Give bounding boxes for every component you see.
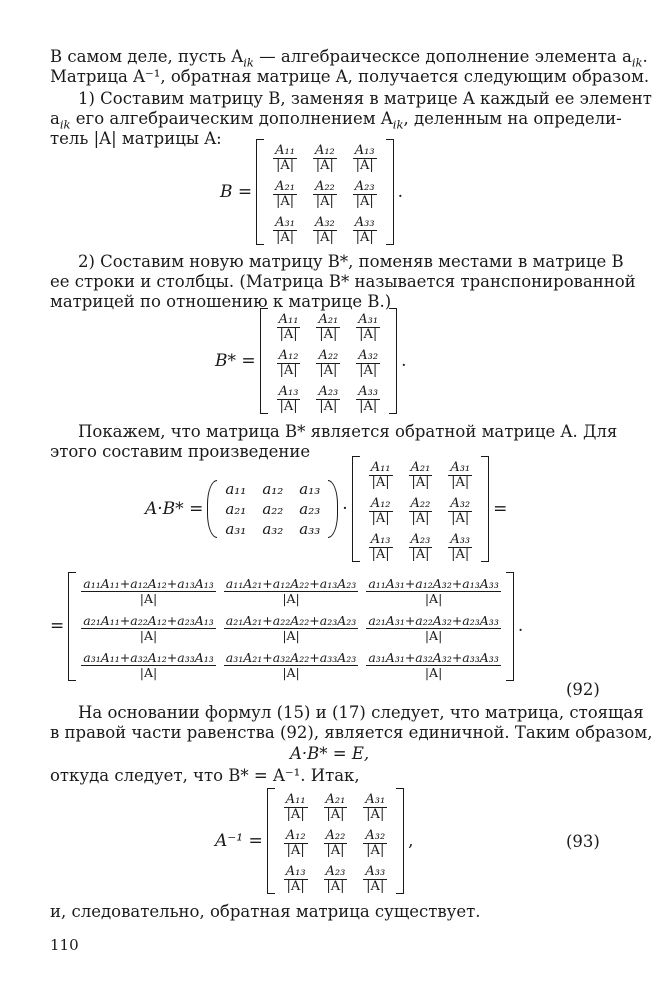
matrix-inverse bbox=[276, 787, 395, 895]
matrix-cell: $\frac{\text{A₁₃}}{|A|}$ bbox=[278, 384, 299, 414]
matrix-cell: a₃₂ bbox=[262, 520, 284, 538]
equation-lhs: B* = bbox=[215, 351, 256, 371]
matrix-product bbox=[77, 571, 505, 682]
matrix-cell: $\frac{\text{A₂₁}}{|A|}$ bbox=[325, 792, 346, 822]
matrix-cell: $\frac{\text{A₂₁}}{|A|}$ bbox=[275, 179, 295, 209]
matrix-cell: $\frac{\text{A₂₁}}{|A|}$ bbox=[410, 460, 431, 490]
matrix-cell: $\frac{\text{A₁₁}}{|A|}$ bbox=[285, 792, 306, 822]
equation-matrix-b: B = $\frac{\text{A₁₁}}{|A|}$ $\frac{\text{A₁₂}}{|A|}$ $\frac{\text{A₁₃}}{|A|}$ $\frac{\text{A₂₁}}{|A|}$ $\frac{\text{A₂₂}}{|A|}$ $\frac{\text{A₂₃}}{|A|}$ $\frac{\text{A₃₁}}{|A|}$ $\frac{\text{A₃₂}}{|A|}$ $\frac{\text{A₃₃}}{|A|}$ . bbox=[220, 140, 407, 244]
matrix-cell: $\frac{\text{A₃₁}}{|A|}$ bbox=[275, 215, 295, 245]
matrix-cell: $\frac{\text{A₂₂}}{|A|}$ bbox=[314, 179, 335, 209]
matrix-cell: $\frac{\text{A₂₃}}{|A|}$ bbox=[410, 532, 431, 562]
matrix-cell: $\frac{\text{A₁₃}}{|A|}$ bbox=[285, 864, 306, 894]
matrix-cell: $\frac{\text{a₃₁A₃₁+a₃₂A₃₂+a₃₃A₃₃}}{|A|}$ bbox=[368, 649, 499, 680]
text-line: матрицей по отношению к матрице B.) bbox=[50, 292, 392, 311]
matrix-cell: $\frac{\text{A₃₃}}{|A|}$ bbox=[450, 532, 471, 562]
equation-inline: A·B* = E, bbox=[290, 744, 370, 763]
matrix-cell: $\frac{\text{A₂₂}}{|A|}$ bbox=[318, 348, 339, 378]
matrix-cell: $\frac{\text{A₁₁}}{|A|}$ bbox=[278, 312, 299, 342]
matrix-cell: $\frac{\text{a₁₁A₃₁+a₁₂A₃₂+a₁₃A₃₃}}{|A|}$ bbox=[368, 575, 499, 606]
matrix-cell: a₂₁ bbox=[225, 500, 247, 518]
matrix-b bbox=[265, 138, 384, 246]
text-line: этого составим произведение bbox=[50, 442, 311, 461]
equation-product-result: = $\frac{\text{a₁₁A₁₁+a₁₂A₁₂+a₁₃A₁₃}}{|A|}$ $\frac{\text{a₁₁A₂₁+a₁₂A₂₂+a₁₃A₂₃}}{|A|}$ $\frac{\text{a₁₁A₃₁+a₁₂A₃₂+a₁₃A₃₃}}{|A|}$ $\frac{\text{a₂₁A₁₁+a₂₂A₁₂+a₂₃A₁₃}}{|A|}$ $\frac{\text{a₂₁A₂₁+a₂₂A₂₂+a₂₃A₂₃}}{|A|}$ $\frac{\text{a₂₁A₃₁+a₂₂A₃₂+a₂₃A₃₃}}{|A|}$ $\frac{\text{a₃₁A₁₁+a₃₂A₁₂+a₃₃A₁₃}}{|A|}$ $\frac{\text{a₃₁A₂₁+a₃₂A₂₂+a₃₃A₂₃}}{|A|}$ $\frac{\text{a₃₁A₃₁+a₃₂A₃₂+a₃₃A₃₃}}{|A|}$ . bbox=[50, 568, 527, 684]
equation-lhs: A⁻¹ = bbox=[215, 831, 263, 851]
matrix-cell: $\frac{\text{a₃₁A₂₁+a₃₂A₂₂+a₃₃A₂₃}}{|A|}$ bbox=[225, 649, 357, 680]
matrix-cell: $\frac{\text{A₁₂}}{|A|}$ bbox=[278, 348, 299, 378]
matrix-cell: $\frac{\text{a₂₁A₃₁+a₂₂A₃₂+a₂₃A₃₃}}{|A|}$ bbox=[368, 612, 499, 643]
text-line: На основании формул (15) и (17) следует, что матрица, стоящая bbox=[78, 703, 644, 722]
matrix-cell: $\frac{\text{a₁₁A₂₁+a₁₂A₂₂+a₁₃A₂₃}}{|A|}$ bbox=[225, 575, 357, 606]
matrix-cell: a₁₁ bbox=[225, 480, 247, 498]
text-line: 1) Составим матрицу B, заменяя в матрице A каждый ее элемент bbox=[78, 89, 652, 108]
matrix-cell: a₁₂ bbox=[262, 480, 284, 498]
text-line: 2) Составим новую матрицу B*, поменяв местами в матрице B bbox=[78, 252, 624, 271]
bracket-matrix bbox=[68, 571, 514, 682]
matrix-cell: $\frac{\text{A₃₂}}{|A|}$ bbox=[314, 215, 335, 245]
matrix-cell: a₃₁ bbox=[225, 520, 247, 538]
text-line: ее строки и столбцы. (Матрица B* называется транспонированной bbox=[50, 272, 636, 291]
paren-matrix bbox=[207, 479, 338, 539]
page-number: 110 bbox=[50, 936, 79, 954]
equation-lhs: B = bbox=[220, 182, 253, 202]
text-line: тель |A| матрицы A: bbox=[50, 129, 222, 148]
matrix-cell: a₁₃ bbox=[299, 480, 321, 498]
matrix-cell: $\frac{\text{a₃₁A₁₁+a₃₂A₁₂+a₃₃A₁₃}}{|A|}$ bbox=[83, 649, 214, 680]
matrix-cell: $\frac{\text{A₂₃}}{|A|}$ bbox=[354, 179, 375, 209]
matrix-cell: $\frac{\text{A₁₂}}{|A|}$ bbox=[285, 828, 306, 858]
matrix-cell: $\frac{\text{A₁₃}}{|A|}$ bbox=[370, 532, 391, 562]
equation-number: (92) bbox=[566, 680, 600, 699]
matrix-cell: $\frac{\text{A₁₃}}{|A|}$ bbox=[354, 143, 375, 173]
bracket-matrix bbox=[267, 787, 404, 895]
bracket-matrix bbox=[256, 138, 393, 246]
matrix-cell: $\frac{\text{A₃₂}}{|A|}$ bbox=[450, 496, 471, 526]
matrix-cell: $\frac{\text{A₃₁}}{|A|}$ bbox=[358, 312, 379, 342]
matrix-cell: $\frac{\text{A₁₁}}{|A|}$ bbox=[370, 460, 391, 490]
matrix-cell: $\frac{\text{A₃₁}}{|A|}$ bbox=[450, 460, 471, 490]
equation-number: (93) bbox=[566, 832, 600, 851]
matrix-cell: $\frac{\text{A₁₂}}{|A|}$ bbox=[370, 496, 391, 526]
equation-matrix-bstar: B* = $\frac{\text{A₁₁}}{|A|}$ $\frac{\text{A₂₁}}{|A|}$ $\frac{\text{A₃₁}}{|A|}$ $\frac{\text{A₁₂}}{|A|}$ $\frac{\text{A₂₂}}{|A|}$ $\frac{\text{A₃₂}}{|A|}$ $\frac{\text{A₁₃}}{|A|}$ $\frac{\text{A₂₃}}{|A|}$ $\frac{\text{A₃₃}}{|A|}$ . bbox=[215, 308, 410, 414]
bracket-matrix bbox=[352, 455, 489, 563]
matrix-cell: $\frac{\text{A₂₃}}{|A|}$ bbox=[325, 864, 346, 894]
matrix-bstar bbox=[269, 307, 388, 415]
matrix-cell: $\frac{\text{A₃₃}}{|A|}$ bbox=[354, 215, 375, 245]
bracket-matrix bbox=[260, 307, 397, 415]
text-line: в правой части равенства (92), является единичной. Таким образом, bbox=[50, 723, 653, 742]
matrix-cell: $\frac{\text{A₂₁}}{|A|}$ bbox=[318, 312, 339, 342]
matrix-cell: $\frac{\text{A₃₂}}{|A|}$ bbox=[358, 348, 379, 378]
text-line: Матрица A⁻¹, обратная матрице A, получается следующим образом. bbox=[50, 67, 650, 86]
equation-inverse: A⁻¹ = $\frac{\text{A₁₁}}{|A|}$ $\frac{\text{A₂₁}}{|A|}$ $\frac{\text{A₃₁}}{|A|}$ $\frac{\text{A₁₂}}{|A|}$ $\frac{\text{A₂₂}}{|A|}$ $\frac{\text{A₃₂}}{|A|}$ $\frac{\text{A₁₃}}{|A|}$ $\frac{\text{A₂₃}}{|A|}$ $\frac{\text{A₃₃}}{|A|}$ , bbox=[215, 788, 418, 894]
matrix-cell: a₂₃ bbox=[299, 500, 321, 518]
matrix-cell: $\frac{\text{A₃₂}}{|A|}$ bbox=[365, 828, 386, 858]
matrix-a bbox=[217, 479, 328, 539]
matrix-bstar bbox=[361, 455, 480, 563]
matrix-cell: $\frac{\text{A₃₁}}{|A|}$ bbox=[365, 792, 386, 822]
matrix-cell: a₂₂ bbox=[262, 500, 284, 518]
text-line: откуда следует, что B* = A⁻¹. Итак, bbox=[50, 766, 360, 785]
equation-lhs: A·B* = bbox=[145, 499, 204, 519]
matrix-cell: a₃₃ bbox=[299, 520, 321, 538]
matrix-cell: $\frac{\text{A₁₁}}{|A|}$ bbox=[275, 143, 295, 173]
matrix-cell: $\frac{\text{A₂₂}}{|A|}$ bbox=[410, 496, 431, 526]
matrix-cell: $\frac{\text{A₁₂}}{|A|}$ bbox=[314, 143, 335, 173]
matrix-cell: $\frac{\text{A₃₃}}{|A|}$ bbox=[365, 864, 386, 894]
text-line: В самом деле, пусть $A_{ik}$ — алгебраическсе дополнение элемента $a_{ik}$. bbox=[50, 47, 648, 70]
matrix-cell: $\frac{\text{A₂₃}}{|A|}$ bbox=[318, 384, 339, 414]
equation-product: A·B* = a₁₁ a₁₂ a₁₃ a₂₁ a₂₂ a₂₃ a₃₁ a₃₂ a₃₃ · $\frac{\text{A₁₁}}{|A|}$ $\frac{\text{A₂₁}}{|A|}$ $\frac{\text{A₃₁}}{|A|}$ $\frac{\text{A₁₂}}{|A|}$ $\frac{\text{A₂₂}}{|A|}$ $\frac{\text{A₃₂}}{|A|}$ $\frac{\text{A₁₃}}{|A|}$ $\frac{\text{A₂₃}}{|A|}$ $\frac{\text{A₃₃}}{|A|}$ = bbox=[145, 456, 511, 562]
text-line: Покажем, что матрица B* является обратной матрице A. Для bbox=[78, 422, 618, 441]
matrix-cell: $\frac{\text{A₂₂}}{|A|}$ bbox=[325, 828, 346, 858]
text-line: и, следовательно, обратная матрица существует. bbox=[50, 902, 481, 921]
text-line: $a_{ik}$ его алгебраическим дополнением $A_{ik}$, деленным на определи- bbox=[50, 109, 622, 132]
matrix-cell: $\frac{\text{a₂₁A₁₁+a₂₂A₁₂+a₂₃A₁₃}}{|A|}$ bbox=[83, 612, 214, 643]
matrix-cell: $\frac{\text{a₂₁A₂₁+a₂₂A₂₂+a₂₃A₂₃}}{|A|}$ bbox=[225, 612, 357, 643]
matrix-cell: $\frac{\text{A₃₃}}{|A|}$ bbox=[358, 384, 379, 414]
matrix-cell: $\frac{\text{a₁₁A₁₁+a₁₂A₁₂+a₁₃A₁₃}}{|A|}$ bbox=[83, 575, 214, 606]
